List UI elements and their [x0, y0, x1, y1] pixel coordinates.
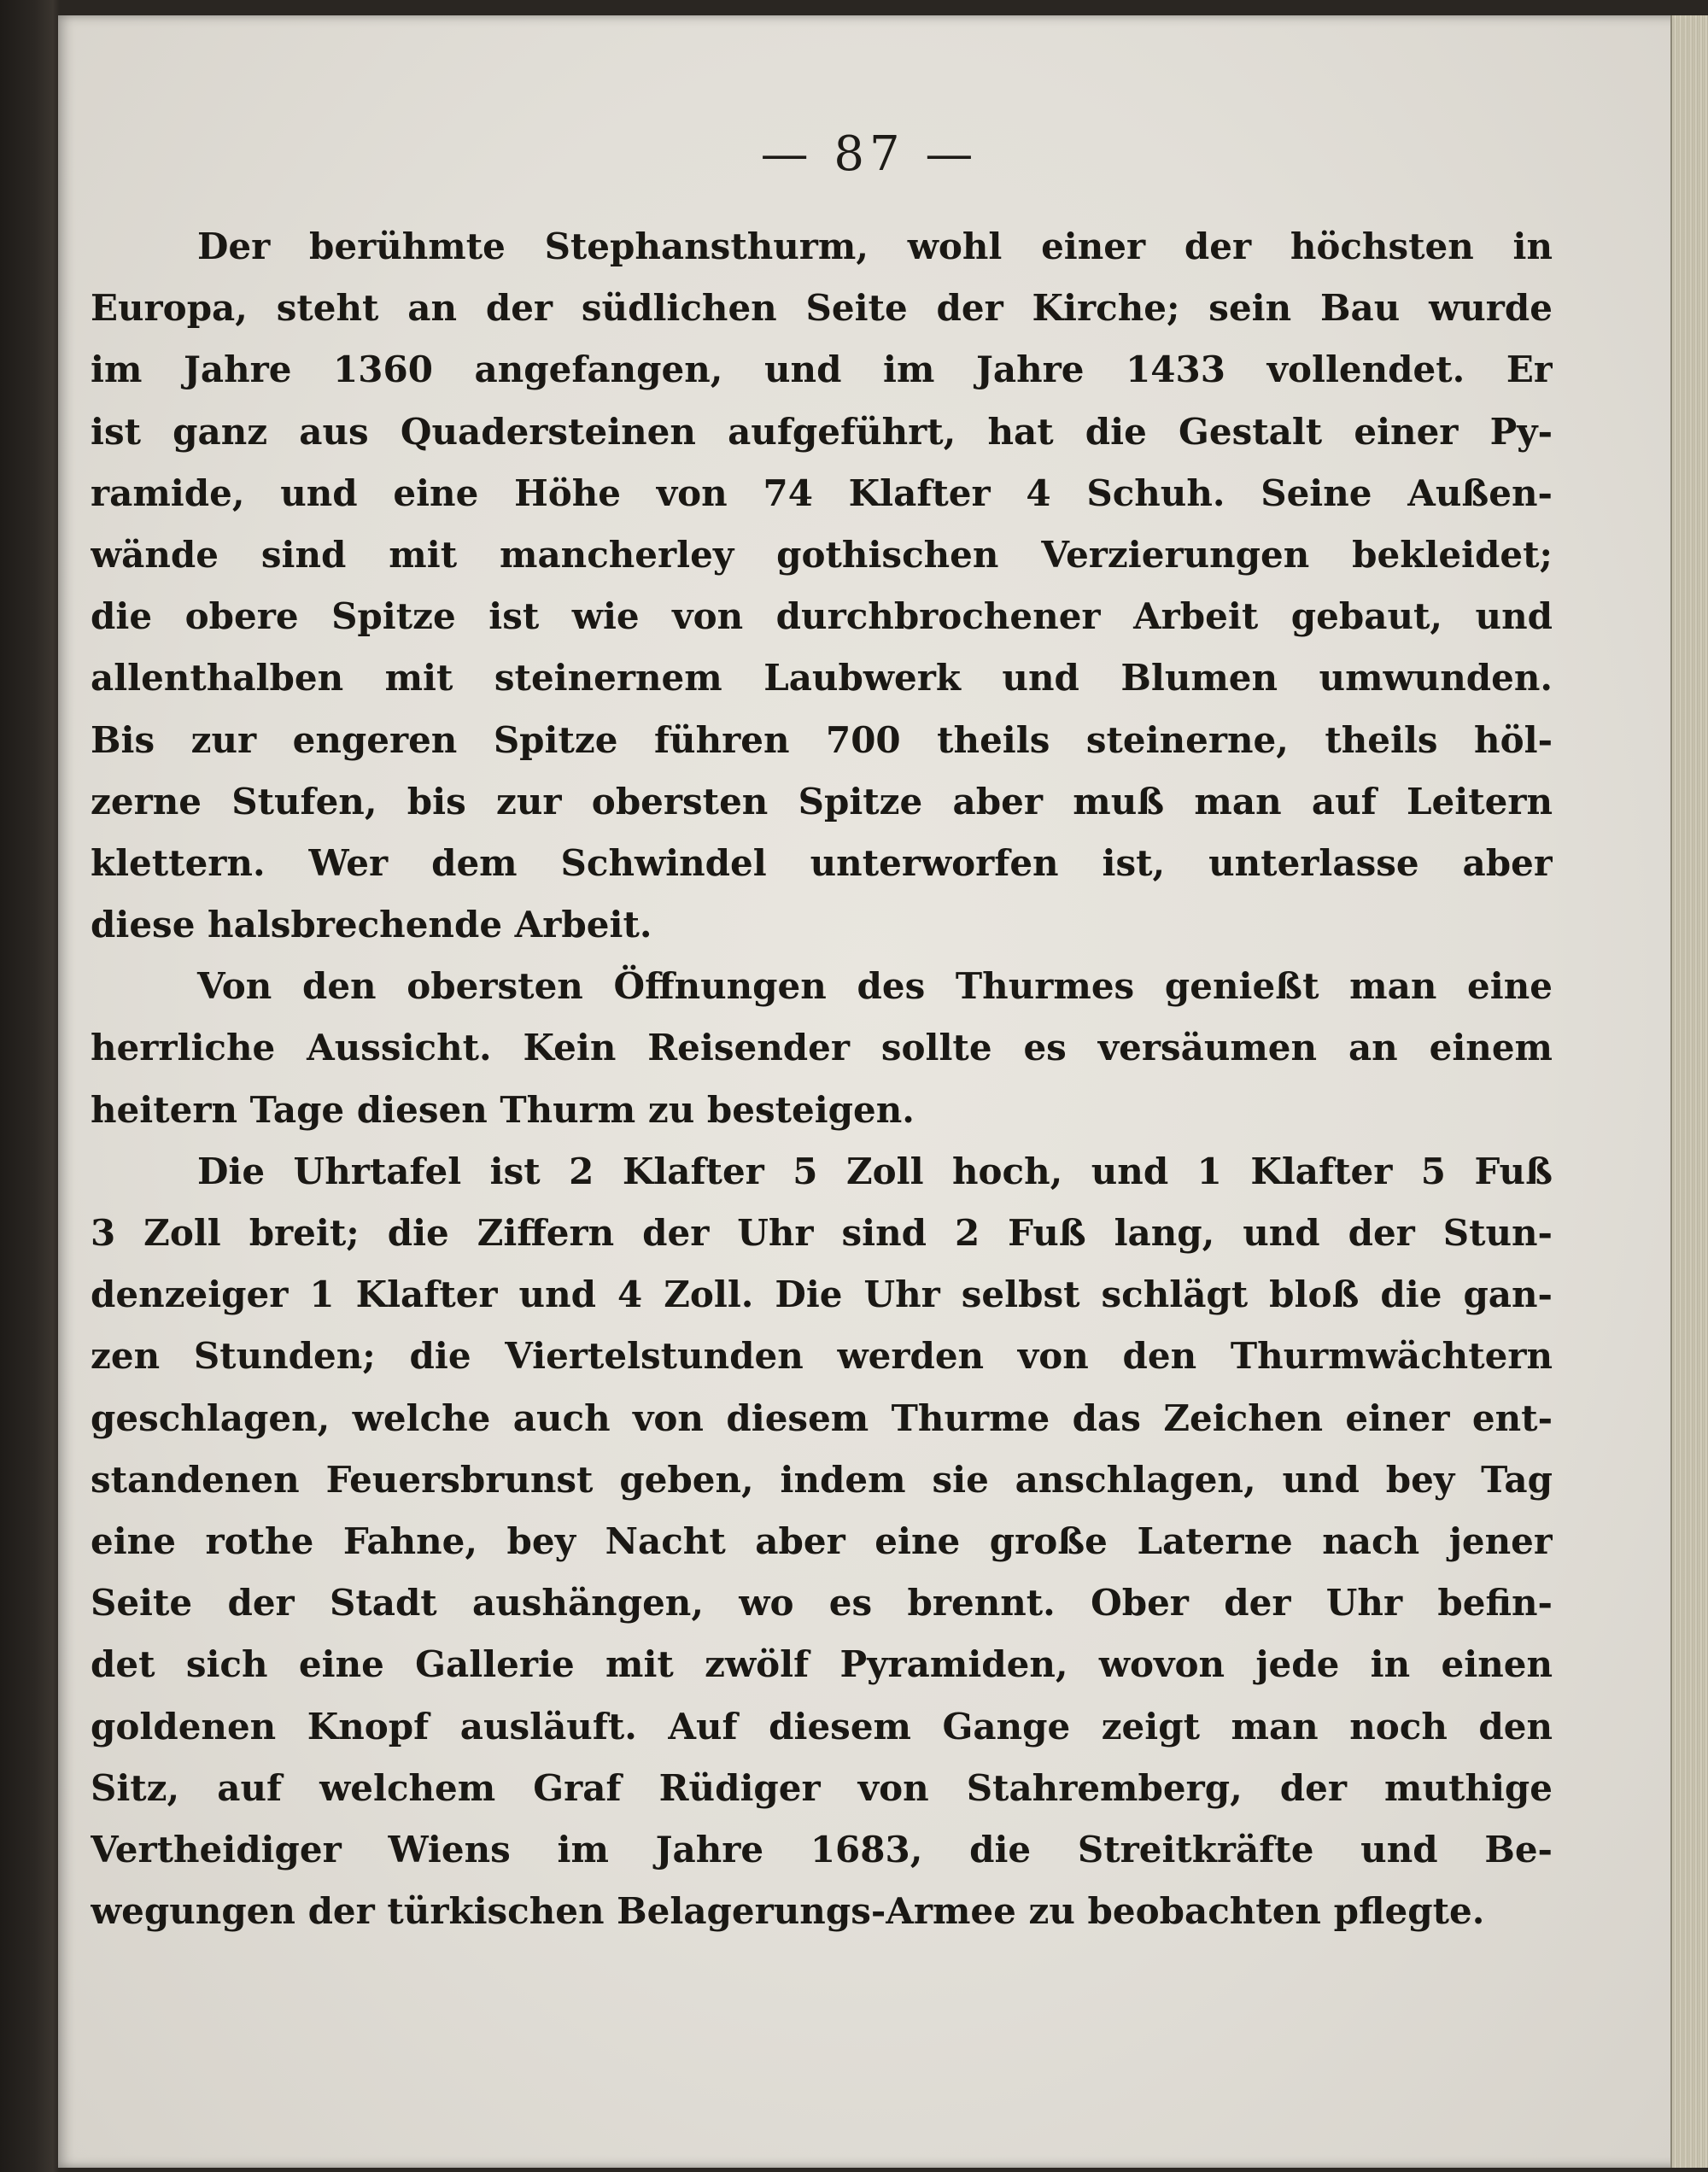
- text-line: Seite der Stadt aushängen, wo es brennt. Ober der Uhr befin-: [91, 1582, 1553, 1625]
- text-line: geschlagen, welche auch von diesem Thurme das Zeichen einer ent-: [91, 1396, 1553, 1439]
- page-sheet: [58, 15, 1681, 2168]
- body-text: [91, 216, 1553, 1942]
- text-line: heitern Tage diesen Thurm zu besteigen.: [91, 1088, 915, 1131]
- text-line: herrliche Aussicht. Kein Reisender sollte es versäumen an einem: [91, 1027, 1553, 1069]
- text-line: goldenen Knopf ausläuft. Auf diesem Gange zeigt man noch den: [91, 1705, 1553, 1748]
- paragraph: [91, 216, 1553, 956]
- text-line: im Jahre 1360 angefangen, und im Jahre 1433 vollendet. Er: [91, 348, 1553, 391]
- text-line: det sich eine Gallerie mit zwölf Pyramiden, wovon jede in einen: [91, 1643, 1553, 1686]
- text-line: diese halsbrechende Arbeit.: [91, 904, 652, 946]
- text-line: ist ganz aus Quadersteinen aufgeführt, hat die Gestalt einer Py-: [91, 410, 1553, 453]
- text-line: die obere Spitze ist wie von durchbrochener Arbeit gebaut, und: [91, 595, 1553, 638]
- text-line: Sitz, auf welchem Graf Rüdiger von Stahremberg, der muthige: [91, 1766, 1553, 1809]
- text-line: ramide, und eine Höhe von 74 Klafter 4 Schuh. Seine Außen-: [91, 471, 1553, 514]
- text-line: Bis zur engeren Spitze führen 700 theils steinerne, theils höl-: [91, 718, 1553, 761]
- text-line: 3 Zoll breit; die Ziffern der Uhr sind 2 Fuß lang, und der Stun-: [91, 1212, 1553, 1254]
- paragraph: [91, 956, 1553, 1141]
- text-line: standenen Feuersbrunst geben, indem sie anschlagen, und bey Tag: [91, 1458, 1553, 1501]
- paragraph: [91, 1141, 1553, 1942]
- text-line: denzeiger 1 Klafter und 4 Zoll. Die Uhr selbst schlägt bloß die gan-: [91, 1273, 1553, 1316]
- text-line: wegungen der türkischen Belagerungs-Armee zu beobachten pflegte.: [91, 1890, 1485, 1933]
- text-line: Europa, steht an der südlichen Seite der Kirche; sein Bau wurde: [91, 287, 1553, 330]
- text-line: zerne Stufen, bis zur obersten Spitze aber muß man auf Leitern: [91, 780, 1553, 823]
- text-line: Von den obersten Öffnungen des Thurmes genießt man eine: [197, 965, 1553, 1008]
- text-line: Die Uhrtafel ist 2 Klafter 5 Zoll hoch, und 1 Klafter 5 Fuß: [197, 1150, 1553, 1192]
- book-page-edges: [1670, 15, 1708, 2168]
- text-line: Vertheidiger Wiens im Jahre 1683, die Streitkräfte und Be-: [91, 1828, 1553, 1870]
- text-line: wände sind mit mancherley gothischen Verzierungen bekleidet;: [91, 533, 1553, 576]
- text-line: allenthalben mit steinernem Laubwerk und Blumen umwunden.: [91, 657, 1553, 700]
- text-line: Der berühmte Stephansthurm, wohl einer der höchsten in: [197, 225, 1553, 267]
- text-line: eine rothe Fahne, bey Nacht aber eine große Laterne nach jener: [91, 1519, 1553, 1562]
- text-line: zen Stunden; die Viertelstunden werden von den Thurmwächtern: [91, 1335, 1553, 1378]
- text-line: klettern. Wer dem Schwindel unterworfen ist, unterlasse aber: [91, 841, 1553, 884]
- page-number: — 87 —: [760, 126, 979, 182]
